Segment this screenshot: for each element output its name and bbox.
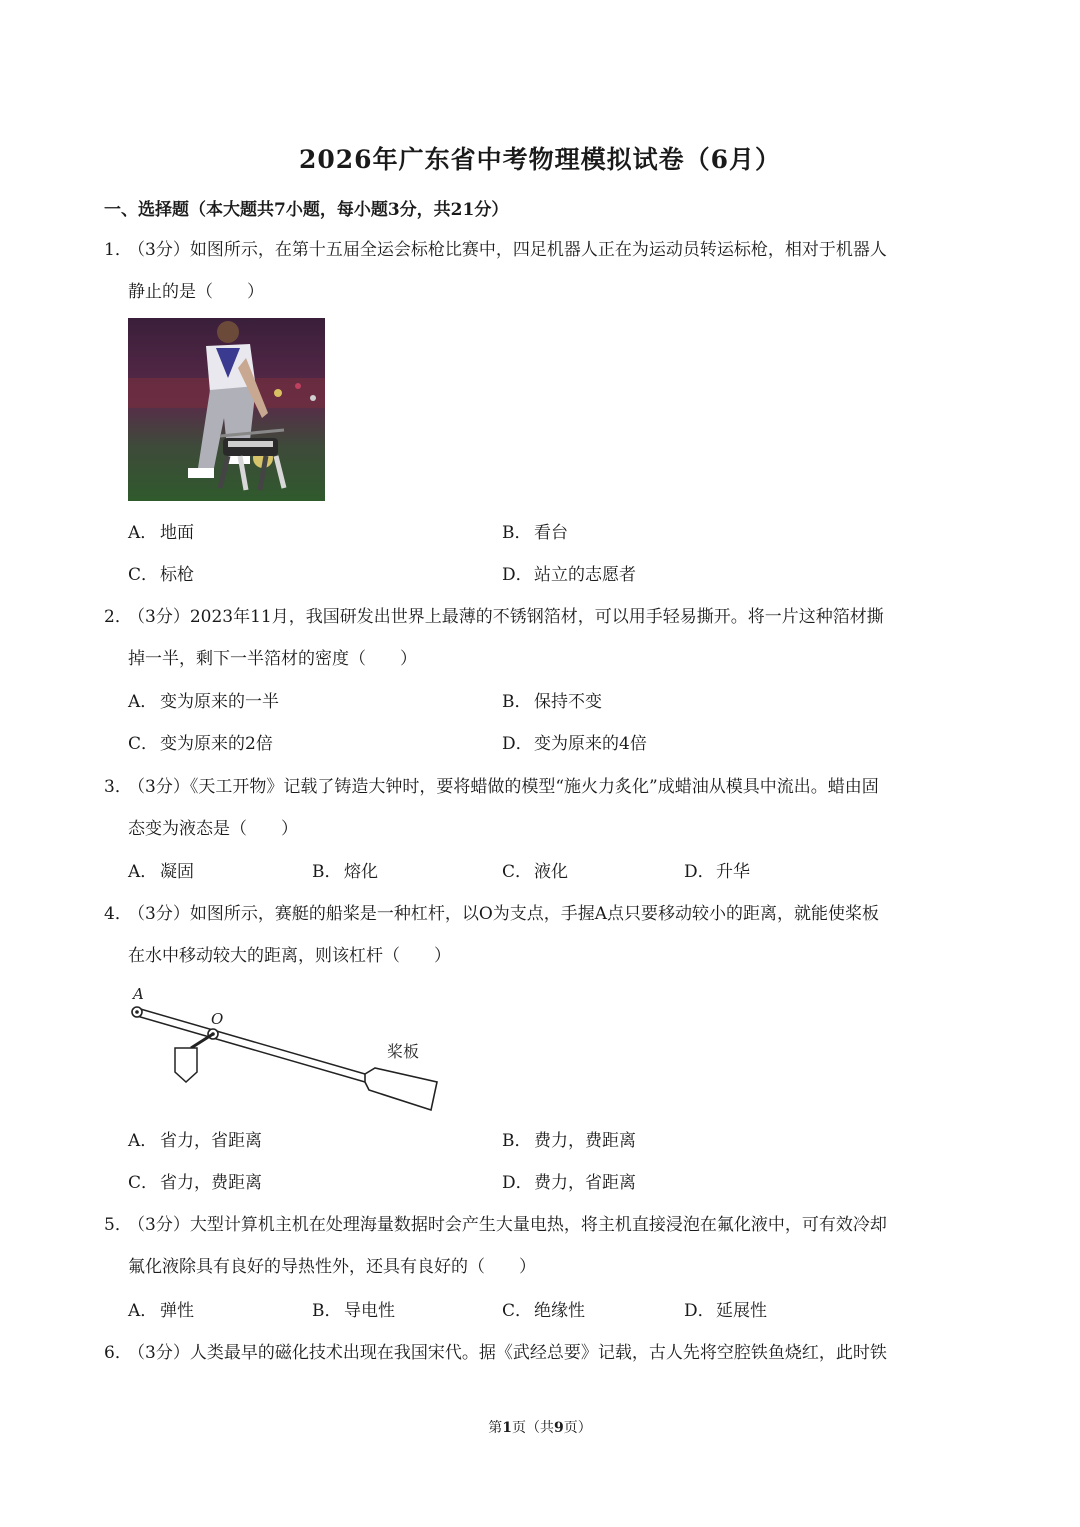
oar-lever-diagram: [125, 982, 445, 1117]
question-text: （3分）2023年11月，我国研发出世界上最薄的不锈钢箔材，可以用手轻易撕开。将一片这种箔材撕: [128, 607, 884, 627]
option-text: 标枪: [160, 565, 194, 585]
option-4d: [502, 1172, 636, 1194]
option-text: 熔化: [344, 862, 378, 882]
option-letter: A．: [128, 862, 158, 882]
question-2: [104, 596, 984, 680]
footer-page-number: 1: [502, 1420, 512, 1436]
option-text: 省力，省距离: [160, 1131, 262, 1151]
question-text-cont: 在水中移动较大的距离，则该杠杆（ ）: [128, 946, 451, 966]
label-a: A: [133, 985, 144, 1003]
option-text: 液化: [534, 862, 568, 882]
exam-title: 2026年广东省中考物理模拟试卷（6月）: [299, 145, 781, 174]
question-number: 3．: [104, 777, 132, 797]
option-text: 变为原来的2倍: [160, 734, 273, 754]
option-4c: [128, 1172, 262, 1194]
question-text-cont: 静止的是（ ）: [128, 282, 264, 302]
option-letter: A．: [128, 692, 158, 712]
footer-total-pages: 9: [554, 1420, 564, 1436]
page-footer: [0, 1417, 1080, 1437]
option-letter: B．: [312, 1301, 342, 1321]
option-letter: C．: [128, 1173, 159, 1193]
option-5c: [502, 1300, 585, 1322]
option-letter: B．: [312, 862, 342, 882]
option-letter: D．: [502, 734, 533, 754]
question-6: [104, 1332, 984, 1374]
option-2d: [502, 733, 647, 755]
option-letter: D．: [684, 1301, 715, 1321]
question-text: （3分）人类最早的磁化技术出现在我国宋代。据《武经总要》记载，古人先将空腔铁鱼烧红，此时铁: [128, 1343, 887, 1363]
option-3d: [684, 861, 750, 883]
question-text: （3分）如图所示，在第十五届全运会标枪比赛中，四足机器人正在为运动员转运标枪，相对于机器人: [128, 240, 887, 260]
option-3b: [312, 861, 378, 883]
option-text: 看台: [534, 523, 568, 543]
option-1a: [128, 522, 194, 544]
question-number: 5．: [104, 1215, 132, 1235]
question-text-cont: 氟化液除具有良好的导热性外，还具有良好的（ ）: [128, 1257, 536, 1277]
label-o: O: [211, 1010, 224, 1028]
option-letter: D．: [502, 565, 533, 585]
label-blade: 桨板: [387, 1042, 420, 1061]
option-letter: C．: [502, 862, 533, 882]
option-text: 变为原来的4倍: [534, 734, 647, 754]
section-heading: 一、选择题（本大题共7小题，每小题3分，共21分）: [104, 200, 509, 220]
option-letter: C．: [502, 1301, 533, 1321]
option-4b: [502, 1130, 636, 1152]
option-1b: [502, 522, 568, 544]
option-text: 升华: [716, 862, 750, 882]
option-letter: A．: [128, 1131, 158, 1151]
option-text: 费力，费距离: [534, 1131, 636, 1151]
option-3a: [128, 861, 194, 883]
question-text: （3分）如图所示，赛艇的船桨是一种杠杆，以O为支点，手握A点只要移动较小的距离，就能使桨板: [128, 904, 880, 924]
question-text-cont: 态变为液态是（ ）: [128, 819, 298, 839]
question-text-cont: 掉一半，剩下一半箔材的密度（ ）: [128, 649, 417, 669]
option-text: 弹性: [160, 1301, 194, 1321]
question-5: [104, 1204, 984, 1288]
question-1: [104, 229, 984, 313]
robot-dog-photo: [128, 318, 325, 501]
question-4: [104, 893, 984, 977]
question-text: （3分）《天工开物》记载了铸造大钟时，要将蜡做的模型“施火力炙化”成蜡油从模具中流出。蜡由固: [128, 777, 879, 797]
option-letter: D．: [502, 1173, 533, 1193]
option-text: 延展性: [716, 1301, 767, 1321]
question-text: （3分）大型计算机主机在处理海量数据时会产生大量电热，将主机直接浸泡在氟化液中，可有效冷却: [128, 1215, 887, 1235]
question-number: 4．: [104, 904, 132, 924]
footer-prefix: 第: [488, 1420, 503, 1436]
option-5d: [684, 1300, 767, 1322]
option-text: 地面: [160, 523, 194, 543]
option-text: 站立的志愿者: [534, 565, 636, 585]
option-letter: A．: [128, 1301, 158, 1321]
option-letter: B．: [502, 523, 532, 543]
option-letter: D．: [684, 862, 715, 882]
option-text: 凝固: [160, 862, 194, 882]
question-number: 6．: [104, 1343, 132, 1363]
question-number: 2．: [104, 607, 132, 627]
option-text: 绝缘性: [534, 1301, 585, 1321]
option-text: 费力，省距离: [534, 1173, 636, 1193]
option-text: 省力，费距离: [160, 1173, 262, 1193]
option-1d: [502, 564, 636, 586]
question-number: 1．: [104, 240, 132, 260]
question-3: [104, 766, 984, 850]
option-3c: [502, 861, 568, 883]
footer-suffix: 页）: [563, 1420, 592, 1436]
option-2a: [128, 691, 279, 713]
option-1c: [128, 564, 194, 586]
footer-middle: 页（共: [512, 1420, 554, 1436]
option-letter: B．: [502, 692, 532, 712]
option-text: 变为原来的一半: [160, 692, 279, 712]
option-2c: [128, 733, 273, 755]
option-letter: B．: [502, 1131, 532, 1151]
option-letter: C．: [128, 565, 159, 585]
option-5a: [128, 1300, 194, 1322]
option-4a: [128, 1130, 262, 1152]
option-letter: C．: [128, 734, 159, 754]
option-text: 导电性: [344, 1301, 395, 1321]
option-5b: [312, 1300, 395, 1322]
option-letter: A．: [128, 523, 158, 543]
option-text: 保持不变: [534, 692, 602, 712]
option-2b: [502, 691, 602, 713]
